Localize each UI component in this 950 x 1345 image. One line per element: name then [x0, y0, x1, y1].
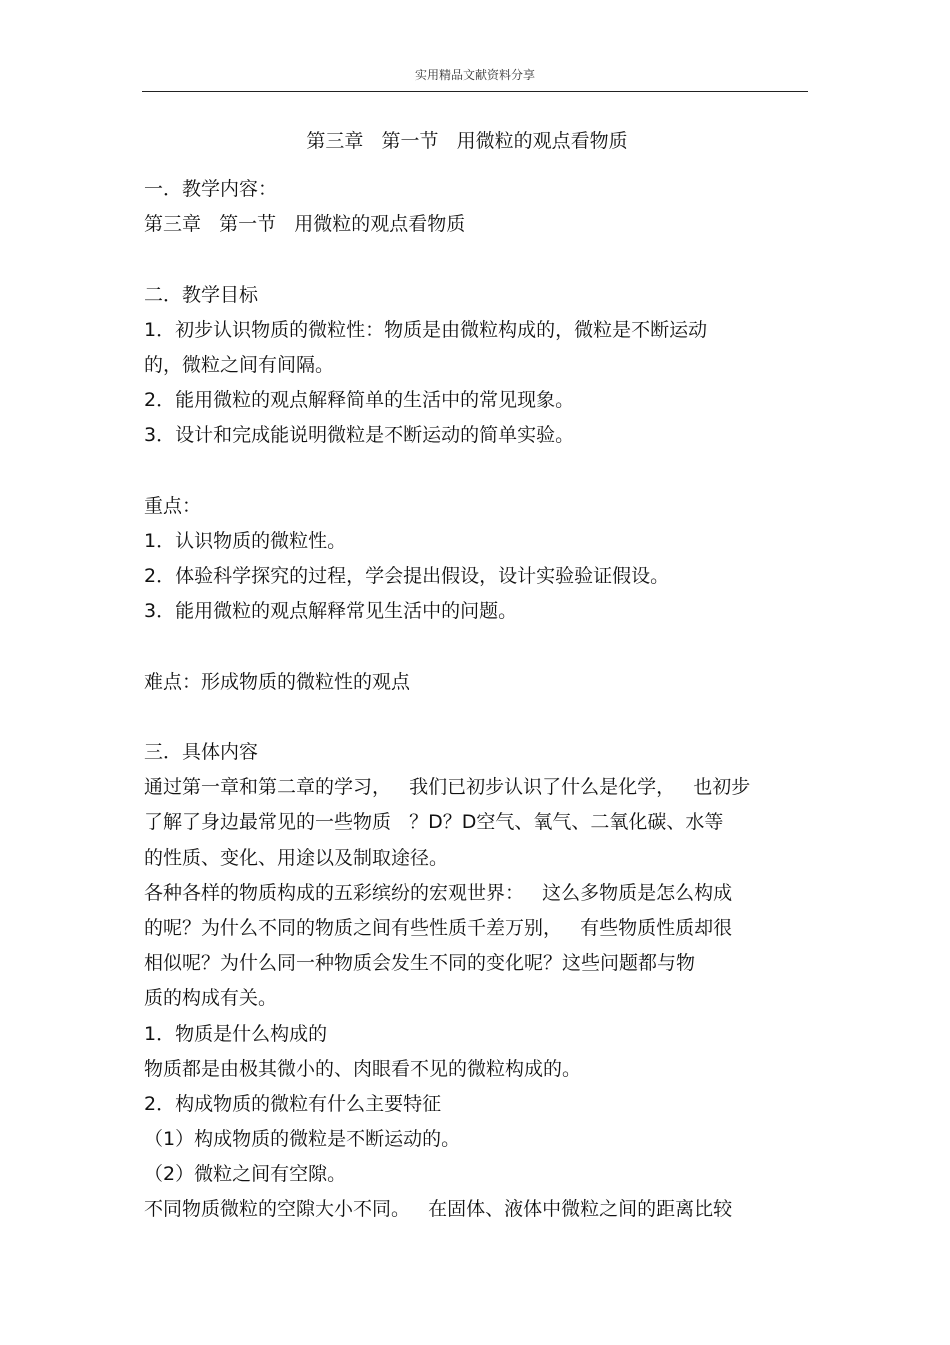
- body-line: 三．具体内容: [144, 741, 259, 763]
- blank-line: [144, 700, 812, 735]
- body-line: 1．初步认识物质的微粒性：物质是由微粒构成的，微粒是不断运动: [144, 318, 708, 341]
- body-line: （2）微粒之间有空隙。: [144, 1163, 347, 1186]
- body-line: 3．能用微粒的观点解释常见生活中的问题。: [144, 600, 518, 623]
- blank-line: [144, 454, 812, 489]
- body-line: 了解了身边最常见的一些物质 ？D？D空气、氧气、二氧化碳、水等: [144, 811, 724, 834]
- body-line: 第三章 第一节 用微粒的观点看物质: [144, 213, 466, 236]
- body-line: 的性质、变化、用途以及制取途径。: [144, 846, 449, 869]
- body-line: 各种各样的物质构成的五彩缤纷的宏观世界： 这么多物质是怎么构成: [144, 881, 733, 904]
- body-line: 1．物质是什么构成的: [144, 1022, 328, 1045]
- body-line: 难点：形成物质的微粒性的观点: [144, 670, 411, 693]
- body-line: （1）构成物质的微粒是不断运动的。: [144, 1128, 461, 1151]
- body-line: 不同物质微粒的空隙大小不同。 在固体、液体中微粒之间的距离比较: [144, 1198, 733, 1221]
- body-line: 2．体验科学探究的过程，学会提出假设，设计实验验证假设。: [144, 565, 670, 588]
- page-header: 实用精品文献资料分享: [414, 68, 535, 82]
- header-divider: [142, 91, 808, 92]
- body-line: 通过第一章和第二章的学习， 我们已初步认识了什么是化学， 也初步: [144, 776, 751, 799]
- body-line: 重点：: [144, 494, 202, 517]
- body-line: 2．构成物质的微粒有什么主要特征: [144, 1092, 442, 1115]
- blank-line: [144, 629, 812, 664]
- body-line: 的呢？为什么不同的物质之间有些性质千差万别， 有些物质性质却很: [144, 916, 733, 939]
- body-line: 1．认识物质的微粒性。: [144, 529, 347, 552]
- body-line: 3．设计和完成能说明微粒是不断运动的简单实验。: [144, 424, 575, 447]
- body-line: 2．能用微粒的观点解释简单的生活中的常见现象。: [144, 389, 575, 412]
- body-line: 一．教学内容：: [144, 178, 278, 200]
- blank-line: [144, 242, 812, 277]
- body-line: 的，微粒之间有间隔。: [144, 353, 335, 376]
- body-line: 物质都是由极其微小的、肉眼看不见的微粒构成的。: [144, 1057, 582, 1080]
- document-body: [144, 172, 812, 1228]
- body-line: 质的构成有关。: [144, 987, 278, 1010]
- body-line: 二．教学目标: [144, 283, 259, 306]
- document-title: 第三章 第一节 用微粒的观点看物质: [306, 130, 628, 152]
- body-line: 相似呢？为什么同一种物质会发生不同的变化呢？这些问题都与物: [144, 952, 696, 975]
